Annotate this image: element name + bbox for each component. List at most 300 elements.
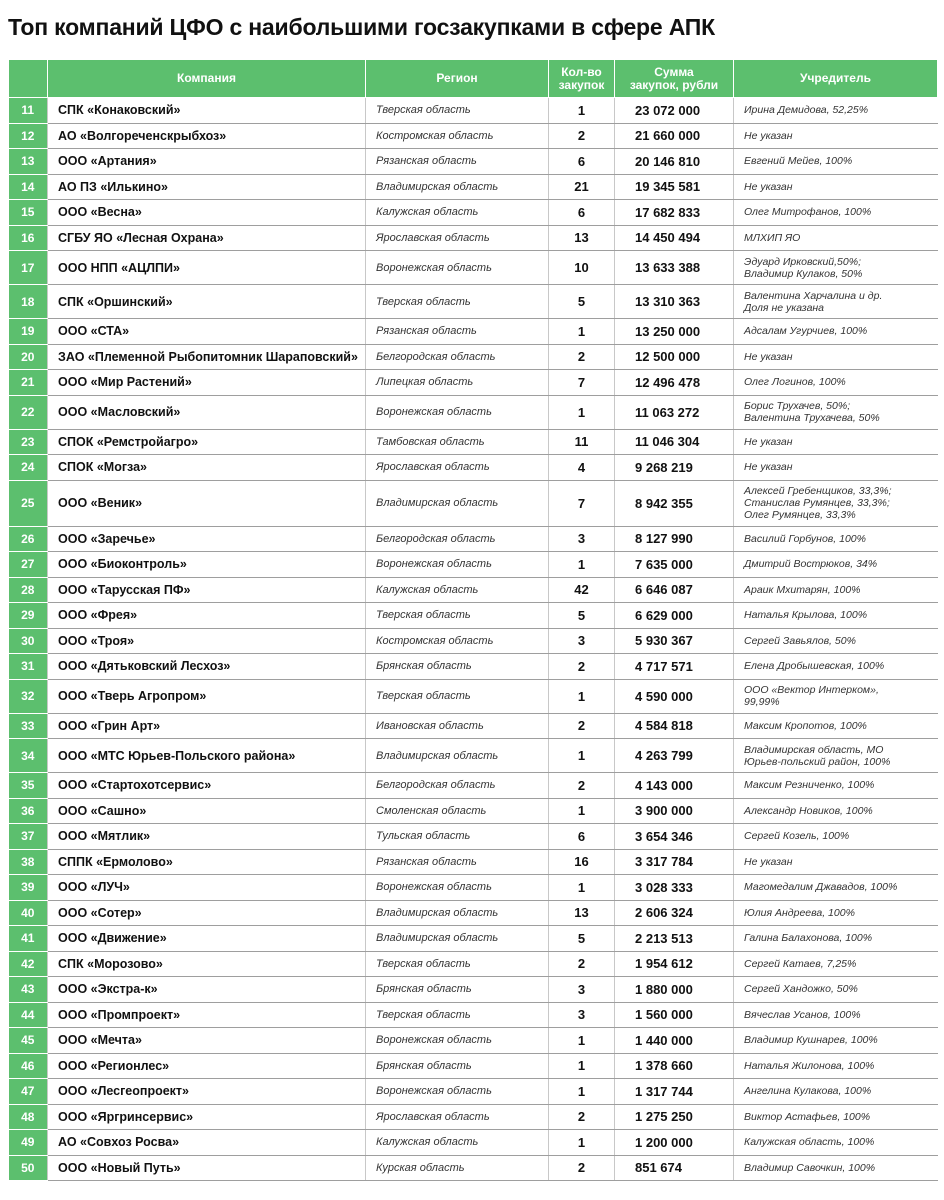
company-cell: ООО «Тверь Агропром» [48, 679, 366, 713]
sum-cell: 3 028 333 [615, 875, 734, 901]
founder-line: Калужская область, 100% [744, 1136, 875, 1149]
company-cell: ООО «ЛУЧ» [48, 875, 366, 901]
row-number-cell: 11 [9, 98, 48, 124]
company-cell: ООО «Мятлик» [48, 824, 366, 850]
company-cell: ООО «Артания» [48, 149, 366, 175]
founder-cell [734, 285, 938, 319]
founder-line: Наталья Крылова, 100% [744, 609, 868, 622]
founder-line: Станислав Румянцев, 33,3%; [744, 497, 890, 509]
row-number-cell: 28 [9, 577, 48, 603]
row-number-cell: 12 [9, 123, 48, 149]
region-cell: Тверская область [366, 603, 549, 629]
table-header-row [9, 60, 938, 98]
table-row [9, 679, 938, 713]
founder-line: Дмитрий Вострюков, 34% [744, 558, 878, 571]
header-count-line2: закупок [558, 77, 605, 92]
row-number-cell: 32 [9, 679, 48, 713]
company-cell: АО ПЗ «Илькино» [48, 174, 366, 200]
company-cell: ООО «Экстра-к» [48, 977, 366, 1003]
founder-line: 99,99% [744, 696, 780, 708]
region-cell: Воронежская область [366, 1028, 549, 1054]
company-cell: ООО «Регионлес» [48, 1053, 366, 1079]
table-row [9, 344, 938, 370]
founder-cell [734, 200, 938, 226]
sum-cell: 21 660 000 [615, 123, 734, 149]
founder-cell [734, 654, 938, 680]
sum-cell: 1 200 000 [615, 1130, 734, 1156]
sum-cell: 17 682 833 [615, 200, 734, 226]
sum-cell: 851 674 [615, 1155, 734, 1181]
company-cell: ООО «Масловский» [48, 395, 366, 429]
founder-line: Олег Митрофанов, 100% [744, 206, 872, 219]
table-row [9, 174, 938, 200]
row-number-cell: 39 [9, 875, 48, 901]
region-cell: Владимирская область [366, 480, 549, 526]
sum-cell: 6 646 087 [615, 577, 734, 603]
row-number-cell: 48 [9, 1104, 48, 1130]
sum-cell: 13 310 363 [615, 285, 734, 319]
founder-line: Не указан [744, 435, 793, 448]
founder-line: ООО «Вектор Интерком», [744, 684, 879, 696]
sum-cell: 11 063 272 [615, 395, 734, 429]
founder-line: Елена Дробышевская, 100% [744, 660, 885, 673]
founder-cell [734, 319, 938, 345]
region-cell: Тверская область [366, 98, 549, 124]
row-number-cell: 27 [9, 552, 48, 578]
founder-line: Олег Румянцев, 33,3% [744, 509, 856, 521]
founder-cell [734, 344, 938, 370]
region-cell: Калужская область [366, 1130, 549, 1156]
company-cell: ООО «Тарусская ПФ» [48, 577, 366, 603]
founder-line: Александр Новиков, 100% [744, 804, 873, 817]
region-cell: Воронежская область [366, 1079, 549, 1105]
region-cell: Тамбовская область [366, 429, 549, 455]
count-cell: 1 [549, 1130, 615, 1156]
founder-cell [734, 577, 938, 603]
founder-cell [734, 977, 938, 1003]
row-number-cell: 14 [9, 174, 48, 200]
founder-cell [734, 1028, 938, 1054]
table-row [9, 849, 938, 875]
founder-line: МЛХИП ЯО [744, 231, 801, 244]
founder-cell [734, 251, 938, 285]
company-cell: ООО «МТС Юрьев-Польского района» [48, 739, 366, 773]
table-row [9, 149, 938, 175]
sum-cell: 1 880 000 [615, 977, 734, 1003]
region-cell: Воронежская область [366, 251, 549, 285]
company-cell: ООО «Яргринсервис» [48, 1104, 366, 1130]
count-cell: 1 [549, 1079, 615, 1105]
region-cell: Белгородская область [366, 773, 549, 799]
row-number-cell: 44 [9, 1002, 48, 1028]
sum-cell: 4 590 000 [615, 679, 734, 713]
row-number-cell: 18 [9, 285, 48, 319]
founder-cell [734, 1079, 938, 1105]
founder-cell [734, 480, 938, 526]
count-cell: 11 [549, 429, 615, 455]
founder-line: Владимир Кулаков, 50% [744, 267, 863, 280]
table-row [9, 526, 938, 552]
founder-cell [734, 824, 938, 850]
count-cell: 42 [549, 577, 615, 603]
region-cell: Тверская область [366, 951, 549, 977]
table-row [9, 739, 938, 773]
sum-cell: 6 629 000 [615, 603, 734, 629]
sum-cell: 13 250 000 [615, 319, 734, 345]
founder-line: Максим Кропотов, 100% [744, 719, 867, 732]
founder-cell [734, 149, 938, 175]
sum-cell: 1 954 612 [615, 951, 734, 977]
region-cell: Рязанская область [366, 849, 549, 875]
count-cell: 2 [549, 123, 615, 149]
sum-cell: 1 560 000 [615, 1002, 734, 1028]
company-cell: ООО «Фрея» [48, 603, 366, 629]
region-cell: Калужская область [366, 200, 549, 226]
count-cell: 1 [549, 1053, 615, 1079]
row-number-cell: 40 [9, 900, 48, 926]
row-number-cell: 46 [9, 1053, 48, 1079]
founder-cell [734, 1155, 938, 1181]
header-region: Регион [366, 60, 549, 98]
header-sum-line2: закупок, рубли [629, 77, 719, 92]
count-cell: 6 [549, 200, 615, 226]
founder-cell [734, 552, 938, 578]
sum-cell: 1 275 250 [615, 1104, 734, 1130]
row-number-cell: 34 [9, 739, 48, 773]
region-cell: Костромская область [366, 628, 549, 654]
founder-line: Доля не указана [744, 301, 825, 314]
region-cell: Ярославская область [366, 225, 549, 251]
table-row [9, 285, 938, 319]
count-cell: 2 [549, 1155, 615, 1181]
count-cell: 2 [549, 1104, 615, 1130]
region-cell: Липецкая область [366, 370, 549, 396]
sum-cell: 2 606 324 [615, 900, 734, 926]
region-cell: Владимирская область [366, 900, 549, 926]
row-number-cell: 13 [9, 149, 48, 175]
sum-cell: 12 496 478 [615, 370, 734, 396]
table-row [9, 713, 938, 739]
count-cell: 1 [549, 679, 615, 713]
founder-cell [734, 603, 938, 629]
region-cell: Владимирская область [366, 739, 549, 773]
header-sum [615, 60, 734, 98]
founder-cell [734, 798, 938, 824]
founder-line: Эдуард Ирковский,50%; [744, 255, 861, 268]
company-cell: ООО «Биоконтроль» [48, 552, 366, 578]
sum-cell: 1 378 660 [615, 1053, 734, 1079]
region-cell: Рязанская область [366, 149, 549, 175]
row-number-cell: 38 [9, 849, 48, 875]
count-cell: 6 [549, 149, 615, 175]
row-number-cell: 36 [9, 798, 48, 824]
sum-cell: 3 654 346 [615, 824, 734, 850]
table-row [9, 123, 938, 149]
sum-cell: 23 072 000 [615, 98, 734, 124]
count-cell: 2 [549, 654, 615, 680]
table-row [9, 200, 938, 226]
sum-cell: 7 635 000 [615, 552, 734, 578]
region-cell: Тверская область [366, 1002, 549, 1028]
sum-cell: 5 930 367 [615, 628, 734, 654]
founder-cell [734, 1053, 938, 1079]
count-cell: 1 [549, 1028, 615, 1054]
count-cell: 1 [549, 875, 615, 901]
company-cell: ООО «Мечта» [48, 1028, 366, 1054]
row-number-cell: 50 [9, 1155, 48, 1181]
sum-cell: 3 317 784 [615, 849, 734, 875]
table-row [9, 577, 938, 603]
founder-cell [734, 849, 938, 875]
count-cell: 13 [549, 900, 615, 926]
region-cell: Тверская область [366, 285, 549, 319]
founder-line: Валентина Харчалина и др. [744, 289, 883, 302]
table-row [9, 951, 938, 977]
table-row [9, 552, 938, 578]
region-cell: Владимирская область [366, 926, 549, 952]
row-number-cell: 22 [9, 395, 48, 429]
region-cell: Костромская область [366, 123, 549, 149]
sum-cell: 4 263 799 [615, 739, 734, 773]
region-cell: Брянская область [366, 654, 549, 680]
row-number-cell: 23 [9, 429, 48, 455]
row-number-cell: 33 [9, 713, 48, 739]
region-cell: Белгородская область [366, 344, 549, 370]
sum-cell: 9 268 219 [615, 455, 734, 481]
founder-cell [734, 773, 938, 799]
company-cell: ЗАО «Племенной Рыбопитомник Шараповский» [48, 344, 366, 370]
sum-cell: 1 317 744 [615, 1079, 734, 1105]
founder-line: Наталья Жилонова, 100% [744, 1059, 875, 1072]
founder-line: Ирина Демидова, 52,25% [744, 104, 869, 117]
company-cell: ООО «Троя» [48, 628, 366, 654]
sum-cell: 20 146 810 [615, 149, 734, 175]
region-cell: Рязанская область [366, 319, 549, 345]
table-row [9, 480, 938, 526]
founder-line: Валентина Трухачева, 50% [744, 412, 880, 424]
row-number-cell: 15 [9, 200, 48, 226]
count-cell: 3 [549, 977, 615, 1003]
company-cell: ООО «Грин Арт» [48, 713, 366, 739]
company-cell: СГБУ ЯО «Лесная Охрана» [48, 225, 366, 251]
count-cell: 21 [549, 174, 615, 200]
founder-line: Владимирская область, МО [744, 743, 884, 756]
count-cell: 1 [549, 319, 615, 345]
row-number-cell: 41 [9, 926, 48, 952]
founder-line: Владимир Савочкин, 100% [744, 1161, 876, 1174]
founder-line: Василий Горбунов, 100% [744, 532, 866, 545]
founder-cell [734, 225, 938, 251]
company-cell: СПК «Морозово» [48, 951, 366, 977]
sum-cell: 12 500 000 [615, 344, 734, 370]
region-cell: Ивановская область [366, 713, 549, 739]
row-number-cell: 31 [9, 654, 48, 680]
header-count [549, 60, 615, 98]
table-row [9, 455, 938, 481]
founder-line: Араик Мхитарян, 100% [744, 583, 861, 596]
founder-line: Сергей Хандожко, 50% [744, 983, 858, 996]
region-cell: Владимирская область [366, 174, 549, 200]
header-company: Компания [48, 60, 366, 98]
company-cell: ООО «Стартохотсервис» [48, 773, 366, 799]
table-row [9, 1028, 938, 1054]
founder-cell [734, 395, 938, 429]
founder-line: Не указан [744, 129, 793, 142]
row-number-cell: 19 [9, 319, 48, 345]
sum-cell: 4 143 000 [615, 773, 734, 799]
count-cell: 13 [549, 225, 615, 251]
founder-cell [734, 951, 938, 977]
company-cell: ООО «Заречье» [48, 526, 366, 552]
founder-line: Галина Балахонова, 100% [744, 932, 873, 945]
company-cell: ООО НПП «АЦЛПИ» [48, 251, 366, 285]
table-row [9, 370, 938, 396]
company-cell: ООО «Лесгеопроект» [48, 1079, 366, 1105]
table-row [9, 1130, 938, 1156]
row-number-cell: 30 [9, 628, 48, 654]
count-cell: 2 [549, 951, 615, 977]
table-row [9, 798, 938, 824]
sum-cell: 13 633 388 [615, 251, 734, 285]
table-row [9, 900, 938, 926]
founder-line: Максим Резниченко, 100% [744, 779, 875, 792]
founder-cell [734, 628, 938, 654]
founder-cell [734, 455, 938, 481]
company-cell: ООО «Сотер» [48, 900, 366, 926]
region-cell: Курская область [366, 1155, 549, 1181]
founder-line: Вячеслав Усанов, 100% [744, 1008, 861, 1021]
region-cell: Брянская область [366, 1053, 549, 1079]
company-cell: ООО «Сашно» [48, 798, 366, 824]
table-body [9, 98, 938, 1181]
founder-cell [734, 123, 938, 149]
count-cell: 16 [549, 849, 615, 875]
count-cell: 3 [549, 628, 615, 654]
founder-line: Алексей Гребенщиков, 33,3%; [744, 485, 892, 497]
table-row [9, 628, 938, 654]
founder-line: Не указан [744, 350, 793, 363]
company-cell: ООО «Весна» [48, 200, 366, 226]
row-number-cell: 20 [9, 344, 48, 370]
founder-line: Юлия Андреева, 100% [744, 906, 855, 919]
row-number-cell: 47 [9, 1079, 48, 1105]
region-cell: Воронежская область [366, 395, 549, 429]
founder-line: Не указан [744, 180, 793, 193]
founder-line: Не указан [744, 855, 793, 868]
sum-cell: 8 942 355 [615, 480, 734, 526]
sum-cell: 14 450 494 [615, 225, 734, 251]
founder-line: Юрьев-польский район, 100% [744, 755, 891, 768]
table-row [9, 824, 938, 850]
sum-cell: 2 213 513 [615, 926, 734, 952]
header-number [9, 60, 48, 98]
founder-line: Адсалам Угурчиев, 100% [744, 325, 868, 338]
region-cell: Белгородская область [366, 526, 549, 552]
founder-cell [734, 713, 938, 739]
count-cell: 7 [549, 480, 615, 526]
company-cell: ООО «Веник» [48, 480, 366, 526]
table-row [9, 225, 938, 251]
table-row [9, 1079, 938, 1105]
count-cell: 4 [549, 455, 615, 481]
region-cell: Ярославская область [366, 455, 549, 481]
count-cell: 1 [549, 739, 615, 773]
table-row [9, 603, 938, 629]
sum-cell: 4 717 571 [615, 654, 734, 680]
table-row [9, 1104, 938, 1130]
company-cell: СПОК «Могза» [48, 455, 366, 481]
founder-cell [734, 875, 938, 901]
row-number-cell: 35 [9, 773, 48, 799]
row-number-cell: 24 [9, 455, 48, 481]
count-cell: 5 [549, 926, 615, 952]
region-cell: Тверская область [366, 679, 549, 713]
founder-line: Не указан [744, 461, 793, 474]
sum-cell: 8 127 990 [615, 526, 734, 552]
company-cell: ООО «Новый Путь» [48, 1155, 366, 1181]
table-row [9, 319, 938, 345]
count-cell: 6 [549, 824, 615, 850]
founder-line: Ангелина Кулакова, 100% [744, 1085, 872, 1098]
sum-cell: 3 900 000 [615, 798, 734, 824]
founder-line: Сергей Завьялов, 50% [744, 634, 856, 647]
founder-cell [734, 429, 938, 455]
company-cell: АО «Совхоз Росва» [48, 1130, 366, 1156]
founder-cell [734, 679, 938, 713]
company-cell: СПК «Оршинский» [48, 285, 366, 319]
count-cell: 7 [549, 370, 615, 396]
row-number-cell: 29 [9, 603, 48, 629]
sum-cell: 19 345 581 [615, 174, 734, 200]
header-founder: Учредитель [734, 60, 938, 98]
page-title: Топ компаний ЦФО с наибольшими госзакупками в сфере АПК [8, 14, 715, 40]
table-row [9, 251, 938, 285]
row-number-cell: 25 [9, 480, 48, 526]
table-row [9, 1002, 938, 1028]
table-row [9, 875, 938, 901]
company-cell: ООО «Мир Растений» [48, 370, 366, 396]
company-cell: ООО «Промпроект» [48, 1002, 366, 1028]
sum-cell: 1 440 000 [615, 1028, 734, 1054]
count-cell: 1 [549, 798, 615, 824]
region-cell: Воронежская область [366, 552, 549, 578]
company-cell: ООО «Дятьковский Лесхоз» [48, 654, 366, 680]
table-row [9, 1053, 938, 1079]
founder-line: Сергей Козель, 100% [744, 830, 850, 843]
procurement-table [8, 59, 938, 1181]
row-number-cell: 45 [9, 1028, 48, 1054]
table-row [9, 977, 938, 1003]
founder-line: Евгений Мейев, 100% [744, 155, 853, 168]
company-cell: ООО «СТА» [48, 319, 366, 345]
region-cell: Ярославская область [366, 1104, 549, 1130]
row-number-cell: 21 [9, 370, 48, 396]
company-cell: АО «Волгореченскрыбхоз» [48, 123, 366, 149]
sum-cell: 4 584 818 [615, 713, 734, 739]
table-row [9, 429, 938, 455]
count-cell: 10 [549, 251, 615, 285]
founder-cell [734, 98, 938, 124]
region-cell: Воронежская область [366, 875, 549, 901]
founder-line: Магомедалим Джавадов, 100% [744, 881, 898, 894]
founder-cell [734, 174, 938, 200]
founder-cell [734, 1130, 938, 1156]
row-number-cell: 17 [9, 251, 48, 285]
count-cell: 2 [549, 773, 615, 799]
header-count-line1: Кол-во [561, 64, 602, 79]
table-row [9, 654, 938, 680]
row-number-cell: 49 [9, 1130, 48, 1156]
